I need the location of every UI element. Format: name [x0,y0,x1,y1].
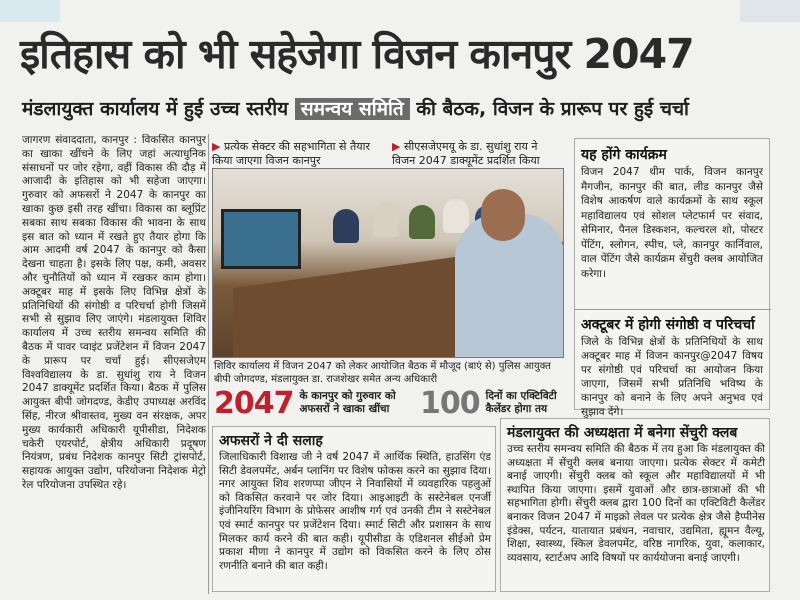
column-divider [208,134,209,594]
century-club-box [500,418,770,592]
photo-person [333,209,359,243]
stat-label: दिनों का एक्टिविटी कैलेंडर होगा तय [485,390,557,415]
seminar-heading: अक्टूबर में होगी संगोष्ठी व परिचर्चा [581,317,755,333]
box-divider [575,309,771,310]
photo-person-head [481,189,525,241]
bullet-arrow-icon: ▶ [212,140,224,153]
photo-person [409,205,435,239]
photo-screen [221,209,301,269]
subheadline [22,94,792,124]
subheadline-before: मंडलायुक्त कार्यालय में हुई उच्च स्तरीय [22,98,289,120]
stat-2047 [214,385,420,421]
stat-value: 2047 [214,385,294,421]
subheadline-after: की बैठक, विजन के प्रारूप पर हुई चर्चा [416,98,689,120]
left-column-text: जागरण संवाददाता, कानपुर : विकसित कानपुर का खाका खींचने के लिए जहां अत्याधुनिक संसाधनों पर जोर रहेगा, वहीं विकास की दौड़ में आजादी के इतिहास को भी सहेजा जाएगा। गुरुवार को अफसरों ने 2047 के कानपुर का खाका कुछ इसी तरह खींचा। विकास का ब्लूप्रिंट सबका साथ सबका विकास की भावना के साथ इस बात को ध्यान में रखते हुए तैयार होगा कि आम आदमी वर्ष 2047 के कानपुर को कैसा देखना चाहता है। इसके लिए पक्ष, कमी, अवसर और चुनौतियों को ध्यान में रखकर काम होगा। अक्टूबर माह में इसके लिए विभिन्न क्षेत्रों के प्रतिनिधियों की संगोष्ठी व परिचर्चा होगी जिसमें सभी से सुझाव लिए जाएंगे। मंडलायुक्त शिविर कार्यालय में उच्च स्तरीय समन्वय समिति की बैठक में पावर प्वाइंट प्रजेंटेशन में विजन 2047 के प्रारूप पर चर्चा हुई। सीएसजेएम विश्वविद्यालय के डा. सुधांशु राय ने विजन 2047 डाक्यूमेंट प्रदर्शित किया। बैठक में पुलिस आयुक्त बीपी जोगदण्ड, केडीए उपाध्यक्ष अरविंद सिंह, नीरज श्रीवास्तव, मुख्य वन संरक्षक, अपर मुख्य कार्यकारी अधिकारी यूपीसीडा, निदेशक चकेरी एयरपोर्ट, क्षेत्रीय अधिकारी प्रदूषण नियंत्रण, प्रबंध निदेशक कानपुर सिटी ट्रांसपोर्ट, सहायक आयुक्त उद्योग, परियोजना निदेशक मेट्रो रेल परियोजना उपस्थित रहे। [22,134,206,491]
meeting-photo [212,168,564,358]
photo-person [443,199,469,233]
officers-advice-box [212,426,496,592]
tape-left [0,0,60,22]
tape-right [740,0,800,22]
programs-box [574,138,770,418]
stat-label: के कानपुर को गुरुवार को अफसरों ने खाका खींचा [299,390,396,415]
officers-advice-text: जिलाधिकारी विशाख जी ने वर्ष 2047 में आर्थिक स्थिति, हाउसिंग एंड सिटी डेवलपमेंट, अर्बन प्लानिंग पर विशेष फोकस करने का सुझाव दिया। नगर आयुक्त शिव शरणप्पा जीएन ने निवासियों में व्यवहारिक पहलुओं को विकसित करवाने पर जोर दिया। आइआइटी के सस्टेनेबल एनर्जी इंजीनियरिंग विभाग के प्रोफेसर आशीष गर्ग एवं उनकी टीम ने सस्टेनेबल एवं स्मार्ट कानपुर पर प्रजेंटेशन दिया। स्मार्ट सिटी और प्रशासन के साथ मिलकर कार्य करने की बात कही। यूपीसीडा के एडिशनल सीईओ प्रेम प्रकाश मीणा ने कानपुर में उद्योग को विकसित करने के लिए ठोस रणनीति बनाने की बात कही। [219,451,491,572]
photo-caption: शिविर कार्यालय में विजन 2047 को लेकर आयोजित बैठक में मौजूद (बाएं से) पुलिस आयुक्त बीपी जोगदण्ड, मंडलायुक्त डा. राजशेखर समेत अन्य अधिकारी [214,361,551,385]
bullet-arrow-icon: ▶ [392,140,404,153]
headline: इतिहास को भी सहेजेगा विजन कानपुर 2047 [20,30,694,78]
photo-person [373,203,399,237]
stat-100 [420,385,566,421]
century-club-text: उच्च स्तरीय समन्वय समिति की बैठक में तय हुआ कि मंडलायुक्त की अध्यक्षता में सेंचुरी क्लब बनाया जाएगा। प्रत्येक सेक्टर में कमेटी बनाई जाएगी। सेंचुरी क्लब को स्कूल और महाविद्यालयों में भी स्थापित किया जाएगा। इसमें युवाओं और छात्र-छात्राओं की भी सहभागिता होगी। सेंचुरी क्लब द्वारा 100 दिनों का एक्टिविटी कैलेंडर बनाकर विजन 2047 में माइक्रो लेवल पर प्रत्येक क्षेत्र जैसे हैप्पीनेस इंडेक्स, पर्यटन, यातायात प्रबंधन, नवाचार, उद्यमिता, ह्यूमन वैल्यू, शिक्षा, स्वास्थ्य, स्किल डेवलपमेंट, वरिष्ठ नागरिक, युवा, कलाकार, व्यवसाय, स्टार्टअप आदि विषयों पर कार्ययोजना बनाई जाएगी। [507,443,765,564]
subheadline-highlight: समन्वय समिति [295,98,410,120]
programs-heading: यह होंगे कार्यक्रम [581,147,667,163]
seminar-text: जिले के विभिन्न क्षेत्रों के प्रतिनिधियों के साथ अक्टूबर माह में विजन कानपुर@2047 विषय पर संगोष्ठी एवं परिचर्चा का आयोजन किया जाएगा, जिसमें सभी प्रतिनिधि भविष्य के कानपुर को बनाने के लिए अपने अनुभव एवं सुझाव देंगे। [581,336,763,418]
officers-advice-heading: अफसरों ने दी सलाह [219,433,323,449]
caption-point-2: ▶ सीएसजेएमयू के डा. सुधांशु राय ने विजन 2047 डाक्यूमेंट प्रदर्शित किया [392,140,540,167]
programs-text: विजन 2047 थीम पार्क, विजन कानपुर मैगजीन, कानपुर की बात, लीड कानपुर जैसे विशेष आकर्षण वाले कार्यक्रमों के साथ स्कूल महाविद्यालय एवं सोशल प्लेटफार्म पर संवाद, सेमिनार, पैनल डिस्कशन, कल्चरल शो, पोस्टर पेंटिंग, स्लोगन, स्पीच, प्ले, कानपुर कार्निवाल, वाल पेंटिंग जैसे कार्यक्रम सेंचुरी क्लब आयोजित करेगा। [581,166,763,280]
century-club-heading: मंडलायुक्त की अध्यक्षता में बनेगा सेंचुरी क्लब [507,425,738,441]
stat-value: 100 [420,385,480,421]
caption-point-1: ▶ प्रत्येक सेक्टर की सहभागिता से तैयार किया जाएगा विजन कानपुर [212,140,370,167]
